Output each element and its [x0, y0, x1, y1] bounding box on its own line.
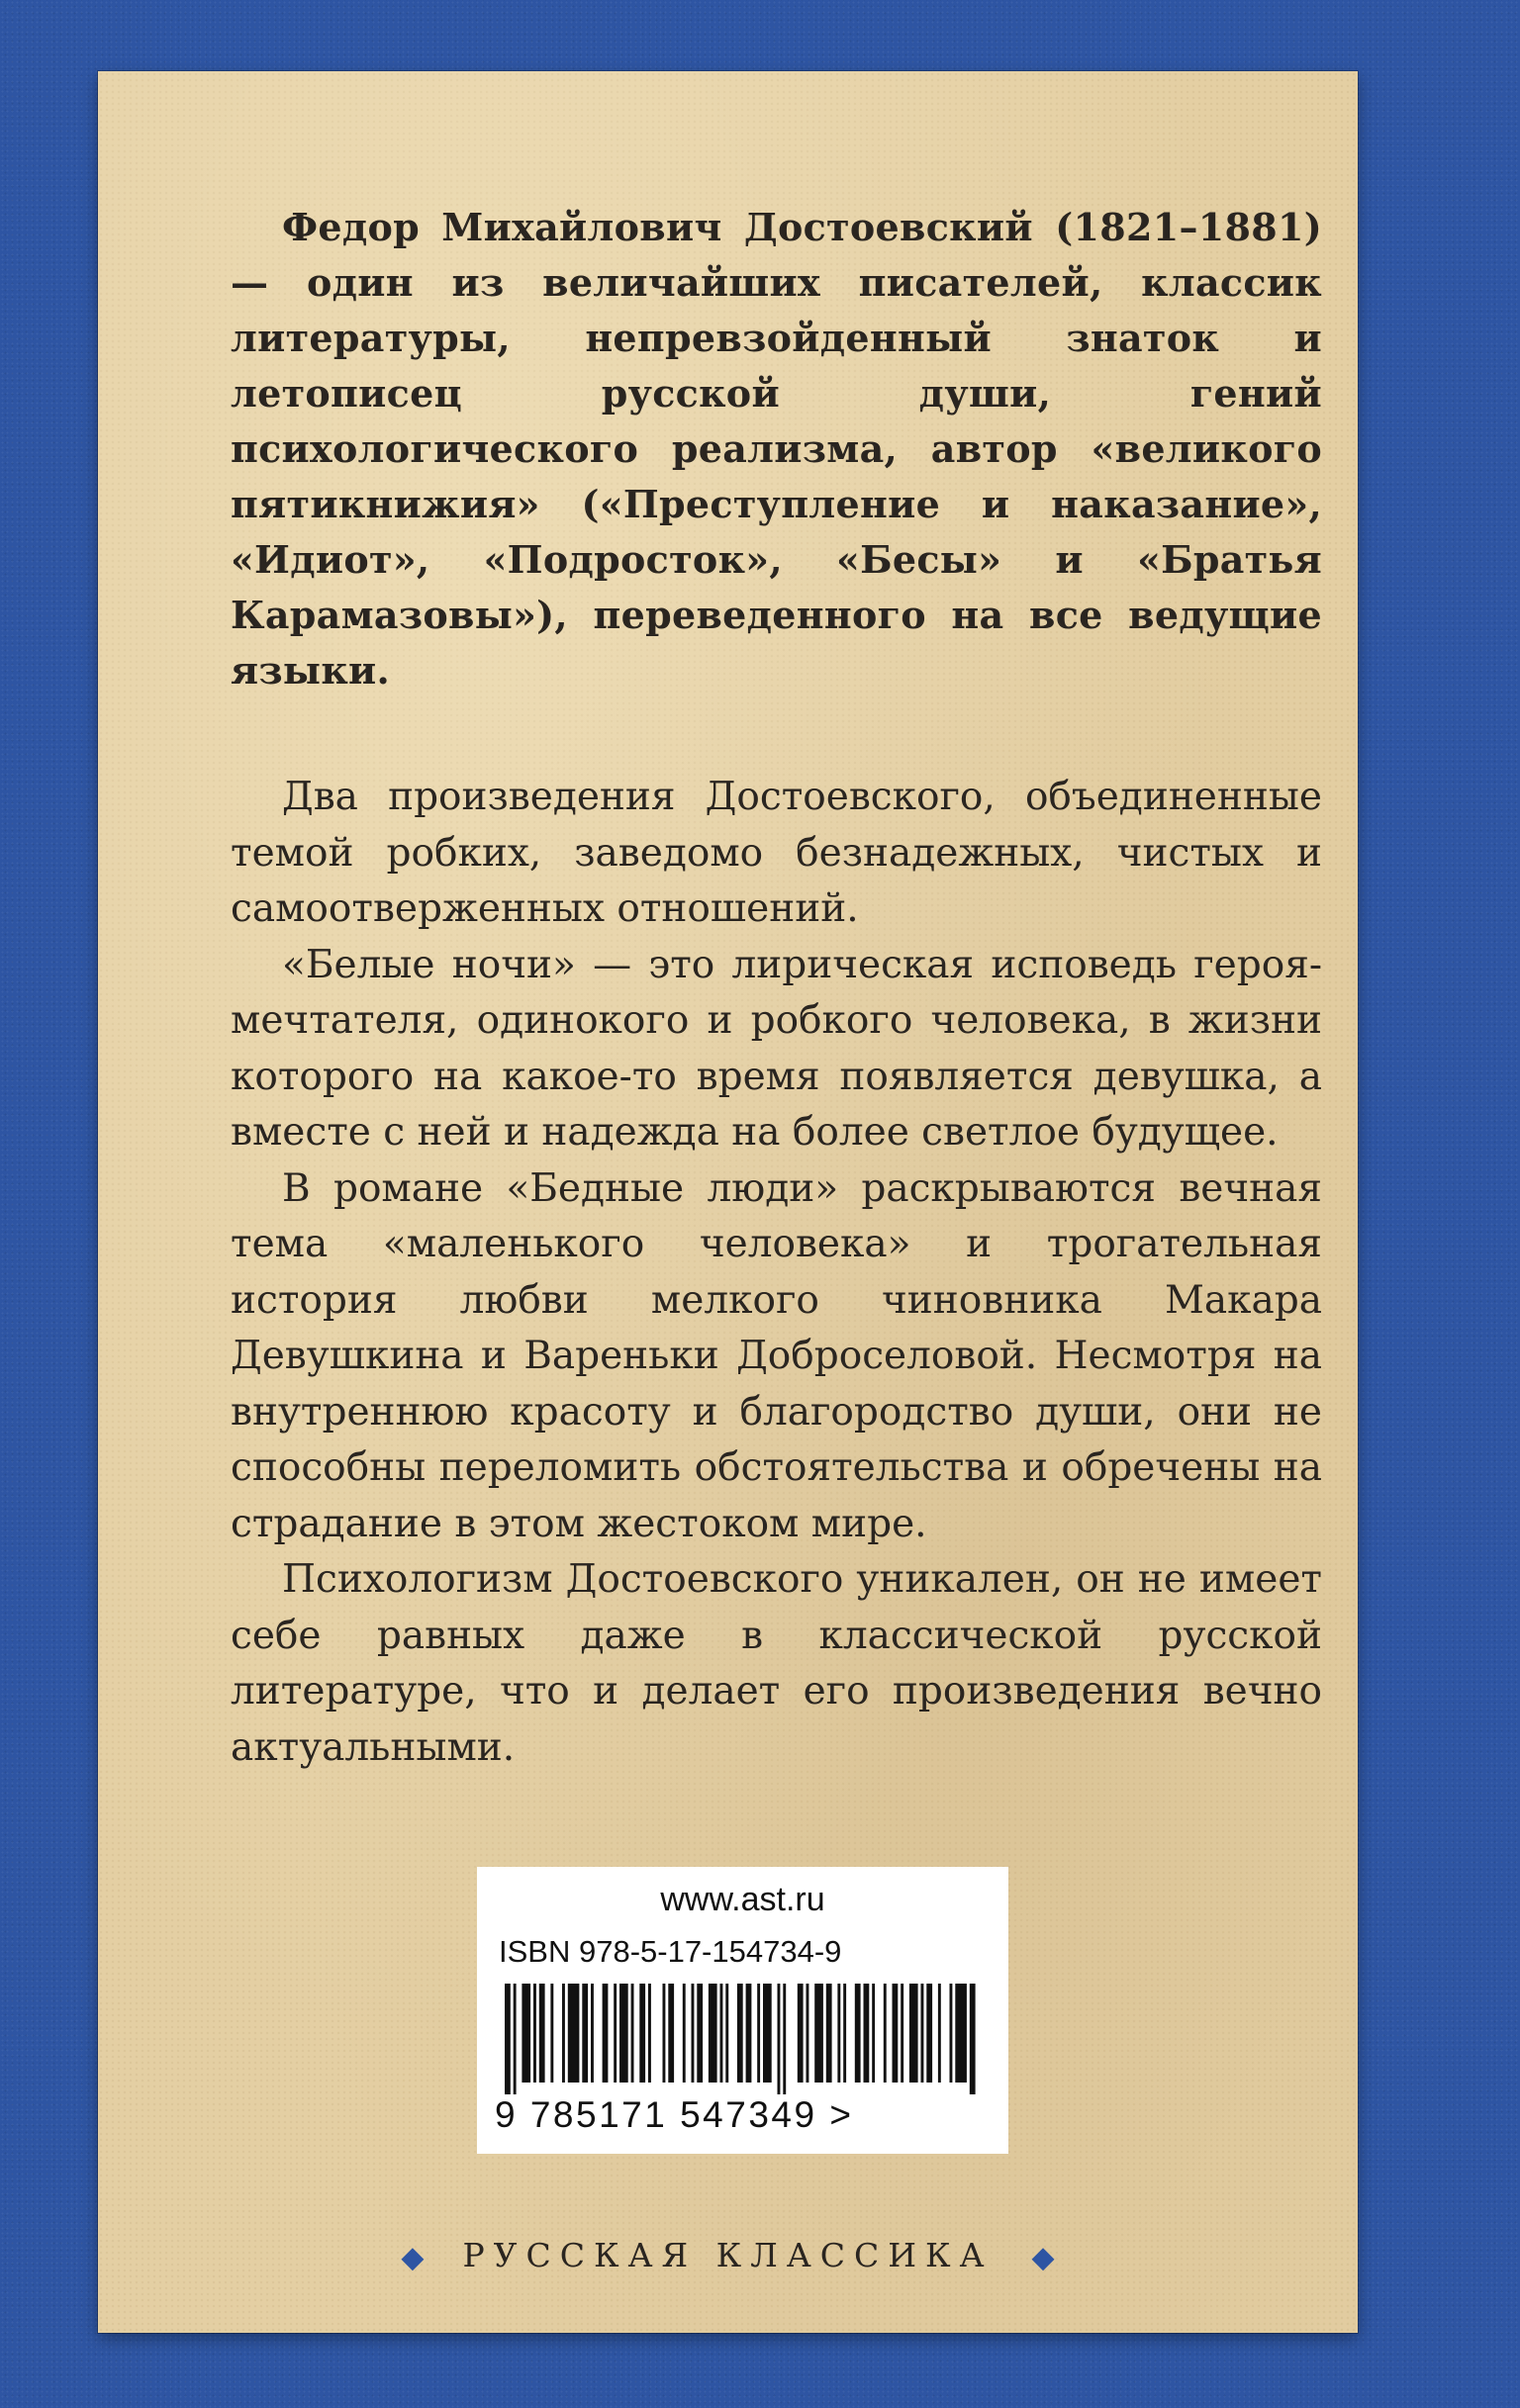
barcode-bar: [884, 1984, 887, 2083]
barcode-bar: [814, 1984, 823, 2083]
barcode-bar: [603, 1984, 609, 2083]
barcode-bar: [582, 1984, 588, 2083]
barcode-bar: [843, 1984, 846, 2083]
barcode-bars: [499, 1984, 987, 2094]
barcode-bar: [837, 1984, 840, 2083]
barcode-bar: [909, 1984, 918, 2083]
barcode-bar: [614, 1984, 617, 2083]
barcode-bar: [872, 1984, 875, 2083]
barcode-bar: [955, 1984, 967, 2083]
barcode-bar: [757, 1984, 760, 2083]
cover-panel: [98, 71, 1358, 2333]
barcode-bar: [807, 1984, 809, 2083]
barcode-bar: [639, 1984, 645, 2083]
barcode-bar: [737, 1984, 743, 2083]
barcode-bar: [514, 1984, 517, 2094]
barcode-bar: [970, 1984, 976, 2094]
barcode-bar: [783, 1984, 786, 2094]
barcode-bar: [539, 1984, 545, 2083]
barcode-bar: [798, 1984, 804, 2083]
description-paragraph: Два произведения Достоевского, объединенные темой робких, заведомо безнадежных, чистых и самоотверженных отношений.: [231, 775, 1322, 931]
description-paragraph: В романе «Бедные люди» раскрываются вечная тема «маленького человека» и трогательная история любви мелкого чиновника Макара Девушкина и Вареньки Доброселовой. Несмотря на внутреннюю красоту и благородство души, они не способны переломить обстоятельства и обречены на страдание в этом жестоком мире.: [231, 1165, 1322, 1546]
series-label: РУССКАЯ КЛАССИКА: [462, 2236, 994, 2274]
isbn-label: ISBN 978-5-17-154734-9: [499, 1934, 842, 1969]
barcode-bar: [926, 1984, 932, 2083]
barcode-bar: [763, 1984, 772, 2083]
author-bio: Федор Михайлович Достоевский (1821–1881) — один из величайших писателей, классик литературы, непревзойденный знаток и летописец русской души, гений психологического реализма, автор «великого пятикнижия» («Преступление и наказание», «Идиот», «Подросток», «Бесы» и «Братья Карамазовы»), переведенного на все ведущие языки.: [231, 205, 1322, 693]
description-paragraph: «Белые ночи» — это лирическая исповедь героя-мечтателя, одинокого и робкого человека, в жизни которого на какое-то время появляется девушка, а вместе с ней и надежда на более светлое будущее.: [231, 942, 1322, 1155]
barcode-bar: [826, 1984, 832, 2083]
description-paragraph: Психологизм Достоевского уникален, он не имеет себе равных даже в классической русской литературе, что и делает его произведения вечно актуальными.: [231, 1557, 1322, 1770]
series-title: [98, 2236, 1358, 2275]
barcode-bar: [663, 1984, 666, 2083]
barcode-box: [477, 1867, 1008, 2154]
barcode-bar: [938, 1984, 941, 2083]
barcode-bar: [901, 1984, 903, 2083]
barcode-bar: [683, 1984, 686, 2083]
barcode-bar: [864, 1984, 870, 2083]
barcode-digits: 9 785171 547349 >: [495, 2094, 854, 2135]
cover-text: [231, 200, 1322, 1776]
barcode-bar: [893, 1984, 899, 2083]
barcode-bar: [746, 1984, 752, 2083]
barcode-bar: [720, 1984, 723, 2083]
barcode-bar: [725, 1984, 728, 2083]
barcode-bar: [668, 1984, 674, 2083]
barcode-bar: [522, 1984, 530, 2083]
barcode-bar: [921, 1984, 924, 2083]
barcode-bar: [709, 1984, 717, 2083]
barcode-bar: [697, 1984, 703, 2083]
barcode-bar: [950, 1984, 953, 2083]
barcode-bar: [505, 1984, 511, 2094]
barcode-bar: [591, 1984, 594, 2083]
barcode-bar: [550, 1984, 553, 2083]
diamond-ornament-icon: ◆: [1031, 2240, 1055, 2275]
barcode-bar: [562, 1984, 565, 2083]
barcode-bar: [631, 1984, 634, 2083]
barcode-bar: [568, 1984, 580, 2083]
publisher-url: www.ast.ru: [660, 1881, 825, 1918]
barcode-bar: [619, 1984, 628, 2083]
diamond-ornament-icon: ◆: [401, 2240, 425, 2275]
barcode-bar: [692, 1984, 695, 2083]
barcode-bar: [855, 1984, 861, 2083]
barcode-bar: [648, 1984, 651, 2083]
barcode-bar: [778, 1984, 781, 2094]
book-description: [231, 770, 1322, 1776]
barcode-bar: [533, 1984, 536, 2083]
